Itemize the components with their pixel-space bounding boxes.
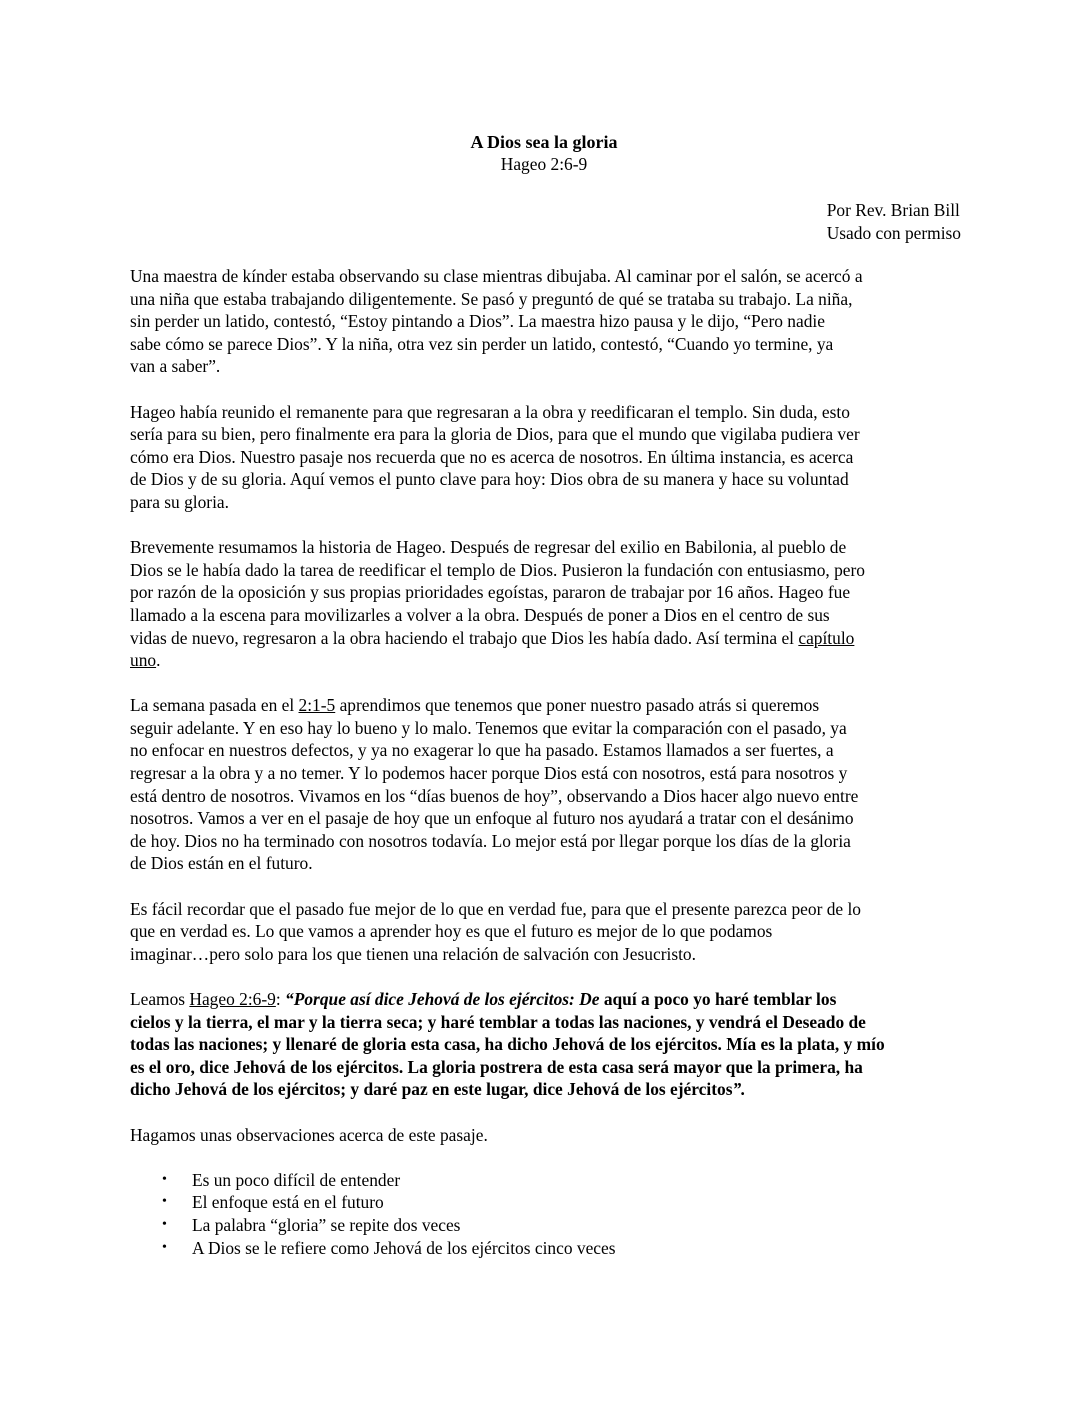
text-fragment: vidas de nuevo, regresaron a la obra haciendo el trabajo que Dios les había dado. Así termina el <box>130 627 799 648</box>
bullet-icon: • <box>162 1216 167 1232</box>
text-line <box>130 649 960 672</box>
text-line <box>130 627 960 650</box>
bullet-icon: • <box>162 1239 167 1255</box>
text-line <box>130 988 960 1011</box>
paragraph-3 <box>130 536 960 672</box>
bullet-icon: • <box>162 1171 167 1187</box>
scripture-quote-line: dicho Jehová de los ejércitos; y daré paz en este lugar, dice Jehová de los ejércitos <box>130 1079 733 1100</box>
text-line: que en verdad es. Lo que vamos a aprender hoy es que el futuro es mejor de lo que podamos <box>130 921 773 942</box>
text-line <box>130 694 960 717</box>
text-line: sería para su bien, pero finalmente era para la gloria de Dios, para que el mundo que vigilaba pudiera ver <box>130 424 860 445</box>
document-subtitle: Hageo 2:6-9 <box>500 154 588 174</box>
document-body <box>130 265 960 1259</box>
scripture-quote-line: cielos y la tierra, el mar y la tierra seca; y haré temblar a todas las naciones, y vendrá el Deseado de <box>130 1011 866 1032</box>
scripture-quote-close: ”. <box>732 1079 746 1100</box>
scripture-quote-text: aquí a poco yo haré temblar los <box>599 989 837 1009</box>
text-line: por razón de la oposición y sus propias prioridades egoístas, pararon de trabajar por 16 años. Hageo fue <box>130 582 851 603</box>
paragraph-5 <box>130 898 960 966</box>
scripture-quote-intro: “Porque así dice Jehová de los ejércitos: De <box>285 989 600 1009</box>
text-fragment: : <box>275 989 286 1009</box>
bullet-icon: • <box>162 1194 167 1210</box>
scripture-quote-line: es el oro, dice Jehová de los ejércitos. La gloria postrera de esta casa será mayor que la primera, ha <box>130 1056 863 1077</box>
text-fragment: Leamos <box>130 989 190 1009</box>
author-permission: Usado con permiso <box>826 223 961 243</box>
text-line: Dios se le había dado la tarea de reedificar el templo de Dios. Pusieron la fundación con entusiasmo, pero <box>130 559 865 580</box>
author-block <box>827 199 961 245</box>
text-fragment: aprendimos que tenemos que poner nuestro pasado atrás si queremos <box>335 695 820 716</box>
paragraph-4 <box>130 694 960 875</box>
text-fragment: La semana pasada en el <box>130 695 299 716</box>
list-item-text: El enfoque está en el futuro <box>192 1192 384 1213</box>
text-line: imaginar…pero solo para los que tienen una relación de salvación con Jesucristo. <box>130 943 696 964</box>
text-line: van a saber”. <box>130 356 221 377</box>
text-line: sin perder un latido, contestó, “Estoy pintando a Dios”. La maestra hizo pausa y le dijo, “Pero nadie <box>130 311 825 332</box>
paragraph-2 <box>130 401 960 514</box>
list-item <box>130 1214 960 1237</box>
scripture-quote-line: todas las naciones; y llenaré de gloria esta casa, ha dicho Jehová de los ejércitos. Mía es la plata, y mío <box>130 1034 885 1055</box>
text-line: Es fácil recordar que el pasado fue mejor de lo que en verdad fue, para que el presente parezca peor de lo <box>130 898 862 919</box>
list-item <box>130 1237 960 1260</box>
text-line: Brevemente resumamos la historia de Hageo. Después de regresar del exilio en Babilonia, al pueblo de <box>130 537 847 558</box>
text-line: regresar a la obra y a no temer. Y lo podemos hacer porque Dios está con nosotros, está para nosotros y <box>130 763 848 784</box>
text-fragment: . <box>156 650 161 671</box>
text-line: de Dios están en el futuro. <box>130 853 313 874</box>
scripture-link-2-1-5[interactable]: 2:1-5 <box>298 695 336 716</box>
observations-list <box>130 1169 960 1259</box>
list-item <box>130 1191 960 1214</box>
text-line: para su gloria. <box>130 491 229 512</box>
capitulo-uno-link[interactable]: capítulo <box>798 627 855 648</box>
list-item-text: La palabra “gloria” se repite dos veces <box>192 1214 461 1235</box>
list-item <box>130 1169 960 1192</box>
text-line: de Dios y de su gloria. Aquí vemos el punto clave para hoy: Dios obra de su manera y hace su voluntad <box>130 469 849 490</box>
list-item-text: A Dios se le refiere como Jehová de los ejércitos cinco veces <box>192 1237 616 1258</box>
author-name: Por Rev. Brian Bill <box>826 200 960 220</box>
text-line: llamado a la escena para movilizarles a volver a la obra. Después de poner a Dios en el centro de sus <box>130 604 830 625</box>
paragraph-7: Hagamos unas observaciones acerca de este pasaje. <box>130 1124 488 1145</box>
text-line: sabe cómo se parece Dios”. Y la niña, otra vez sin perder un latido, contestó, “Cuando yo termine, ya <box>130 333 834 354</box>
document-title: A Dios sea la gloria <box>470 132 618 152</box>
text-line: no enfocar en nuestros defectos, y ya no exagerar lo que ha pasado. Estamos llamados a ser fuertes, a <box>130 740 834 761</box>
text-line: una niña que estaba trabajando diligentemente. Se pasó y preguntó de qué se trataba su trabajo. La niña, <box>130 288 853 309</box>
capitulo-uno-link-continued[interactable]: uno <box>130 650 157 671</box>
text-line: de hoy. Dios no ha terminado con nosotros todavía. Lo mejor está por llegar porque los días de la gloria <box>130 830 851 851</box>
paragraph-6-scripture <box>130 988 960 1101</box>
text-line: Una maestra de kínder estaba observando su clase mientras dibujaba. Al caminar por el salón, se acercó a <box>130 266 863 286</box>
scripture-link-hageo-2-6-9[interactable]: Hageo 2:6-9 <box>189 989 276 1009</box>
text-line: está dentro de nosotros. Vivamos en los “días buenos de hoy”, observando a Dios hacer algo nuevo entre <box>130 785 859 806</box>
text-line: Hageo había reunido el remanente para que regresaran a la obra y reedificaran el templo. Sin duda, esto <box>130 401 850 422</box>
paragraph-1 <box>130 265 960 378</box>
text-line: nosotros. Vamos a ver en el pasaje de hoy que un enfoque al futuro nos ayudará a tratar con el desánimo <box>130 808 854 829</box>
text-line <box>130 1078 960 1101</box>
text-line: seguir adelante. Y en eso hay lo bueno y lo malo. Tenemos que evitar la comparación con el pasado, ya <box>130 717 847 738</box>
list-item-text: Es un poco difícil de entender <box>192 1169 401 1190</box>
text-line: cómo era Dios. Nuestro pasaje nos recuerda que no es acerca de nosotros. En última instancia, es acerca <box>130 446 854 467</box>
